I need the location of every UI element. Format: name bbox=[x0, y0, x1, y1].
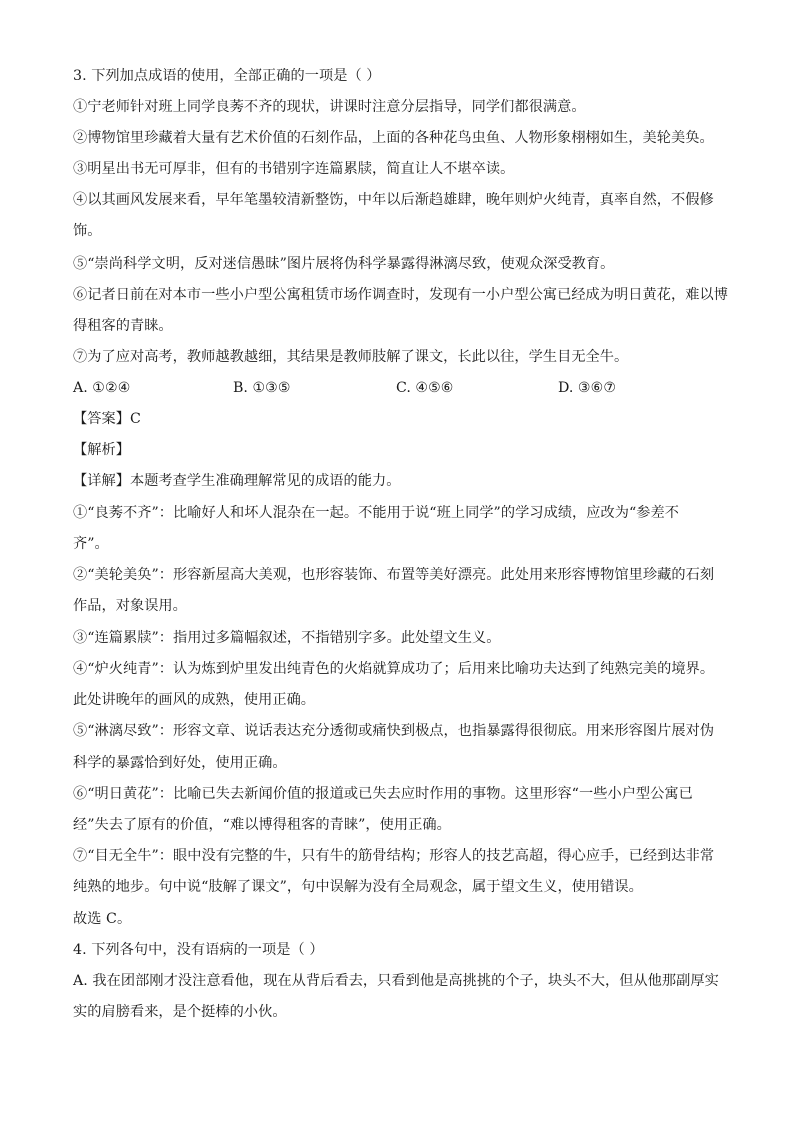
detail-line: ③“连篇累牍”：指用过多篇幅叙述，不指错别字多。此处望文生义。 bbox=[73, 630, 501, 646]
q3-item-2: ②博物馆里珍藏着大量有艺术价值的石刻作品，上面的各种花鸟虫鱼、人物形象栩栩如生，美轮美奂。 bbox=[73, 130, 714, 146]
analysis-label: 【解析】 bbox=[73, 442, 130, 458]
detail-line: 齐”。 bbox=[73, 536, 109, 552]
detail-line: ⑥“明日黄花”：比喻已失去新闻价值的报道或已失去应时作用的事物。这里形容“一些小户型公寓已 bbox=[73, 786, 693, 802]
q4-option-a-cont: 实的肩膀看来，是个挺棒的小伙。 bbox=[73, 1004, 287, 1020]
detail-line: ②“美轮美奂”：形容新屋高大美观，也形容装饰、布置等美好漂亮。此处用来形容博物馆里珍藏的石刻 bbox=[73, 567, 715, 583]
detail-line: ④“炉火纯青”：认为炼到炉里发出纯青色的火焰就算成功了；后用来比喻功夫达到了纯熟完美的境界。 bbox=[73, 661, 715, 677]
conclusion: 故选 C。 bbox=[73, 911, 132, 927]
answer-line: 【答案】C bbox=[73, 411, 141, 427]
detail-line: 纯熟的地步。句中说“肢解了课文”，句中误解为没有全局观念，属于望文生义，使用错误。 bbox=[73, 879, 643, 895]
detail-line: 【详解】本题考查学生准确理解常见的成语的能力。 bbox=[73, 473, 401, 489]
detail-line: 科学的暴露恰到好处，使用正确。 bbox=[73, 755, 287, 771]
q3-item-6-cont: 得租客的青睐。 bbox=[73, 318, 173, 334]
q4-stem: 4. 下列各句中，没有语病的一项是（ ） bbox=[73, 942, 324, 958]
q4-option-a: A. 我在团部刚才没注意看他，现在从背后看去，只看到他是高挑挑的个子，块头不大，但从他那副厚实 bbox=[73, 973, 719, 989]
option-c: C. ④⑤⑥ bbox=[396, 380, 454, 396]
detail-line: 此处讲晚年的画风的成熟，使用正确。 bbox=[73, 692, 316, 708]
q3-stem: 3. 下列加点成语的使用，全部正确的一项是（ ） bbox=[73, 68, 381, 84]
q3-item-3: ③明星出书无可厚非，但有的书错别字连篇累牍，简直让人不堪卒读。 bbox=[73, 161, 515, 177]
detail-line: 作品，对象误用。 bbox=[73, 598, 187, 614]
q3-item-6: ⑥记者日前在对本市一些小户型公寓租赁市场作调查时，发现有一小户型公寓已经成为明日黄花，难以博 bbox=[73, 287, 728, 303]
option-d: D. ③⑥⑦ bbox=[558, 380, 617, 396]
q3-item-5: ⑤“崇尚科学文明，反对迷信愚昧”图片展将伪科学暴露得淋漓尽致，使观众深受教育。 bbox=[73, 256, 615, 272]
detail-line: ⑦“目无全牛”：眼中没有完整的牛，只有牛的筋骨结构；形容人的技艺高超，得心应手，已经到达非常 bbox=[73, 848, 715, 864]
q3-item-4-cont: 饰。 bbox=[73, 223, 102, 239]
q3-item-4: ④以其画风发展来看，早年笔墨较清新整饬，中年以后渐趋雄肆，晚年则炉火纯青，真率自然，不假修 bbox=[73, 192, 714, 208]
option-b: B. ①③⑤ bbox=[233, 380, 291, 396]
q3-item-1: ①宁老师针对班上同学良莠不齐的现状，讲课时注意分层指导，同学们都很满意。 bbox=[73, 99, 586, 115]
detail-line: ①“良莠不齐”：比喻好人和坏人混杂在一起。不能用于说“班上同学”的学习成绩，应改为“参差不 bbox=[73, 505, 680, 521]
detail-line: 经”失去了原有的价值，“难以博得租客的青睐”，使用正确。 bbox=[73, 817, 451, 833]
q3-item-7: ⑦为了应对高考，教师越教越细，其结果是教师肢解了课文，长此以往，学生目无全牛。 bbox=[73, 349, 629, 365]
option-a: A. ①②④ bbox=[73, 380, 131, 396]
detail-line: ⑤“淋漓尽致”：形容文章、说话表达充分透彻或痛快到极点，也指暴露得很彻底。用来形容图片展对伪 bbox=[73, 723, 715, 739]
